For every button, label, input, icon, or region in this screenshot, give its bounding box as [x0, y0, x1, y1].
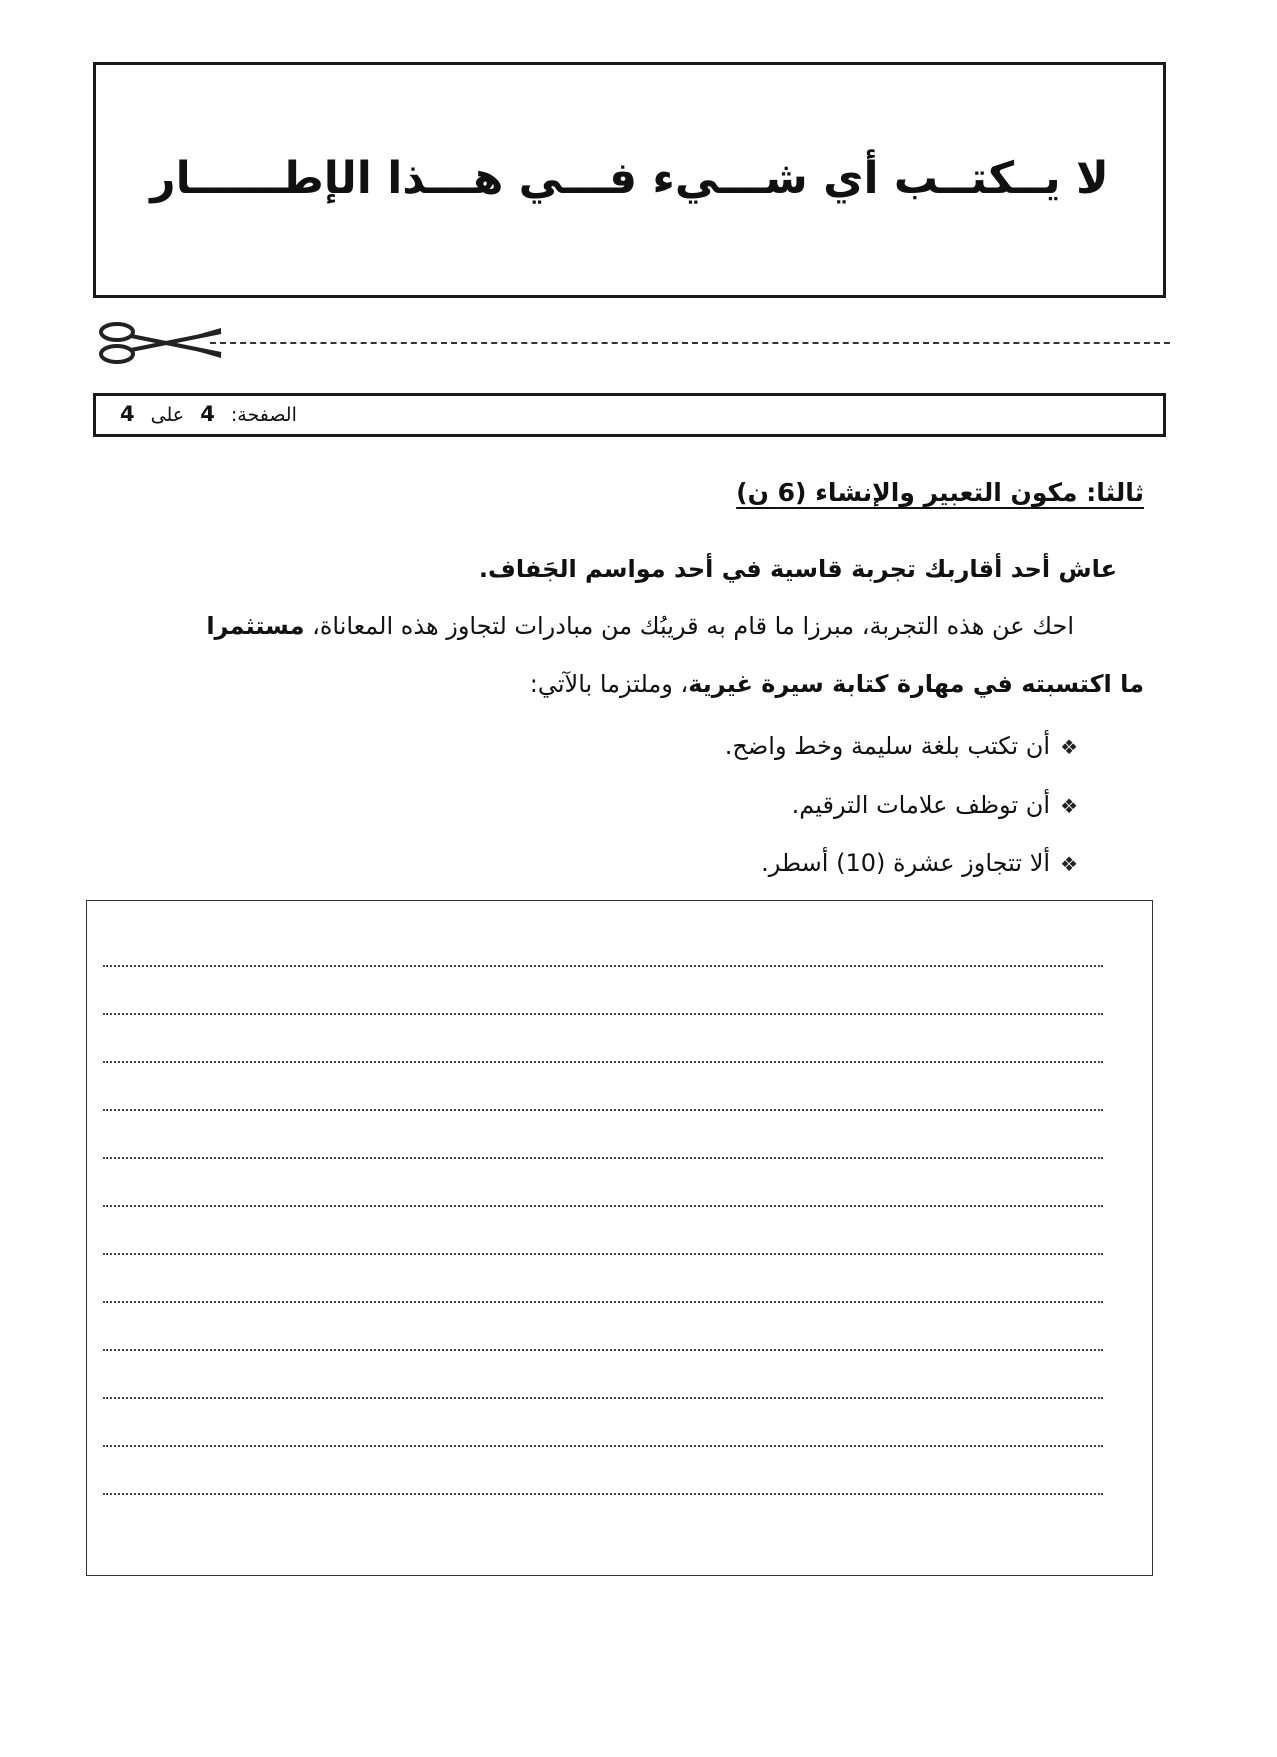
- page-indicator: [110, 402, 297, 426]
- answer-line[interactable]: [103, 1253, 1103, 1255]
- answer-line[interactable]: [103, 1013, 1103, 1015]
- answer-line[interactable]: [103, 1109, 1103, 1111]
- cut-line: [210, 342, 1170, 344]
- instruction-line-2-bold: ما اكتسبته في مهارة كتابة سيرة غيرية: [688, 670, 1144, 698]
- scissors-icon: [95, 320, 225, 366]
- answer-line[interactable]: [103, 1397, 1103, 1399]
- answer-line[interactable]: [103, 1157, 1103, 1159]
- answer-line[interactable]: [103, 1445, 1103, 1447]
- diamond-bullet-icon: ❖: [1060, 735, 1078, 759]
- answer-line[interactable]: [103, 965, 1103, 967]
- page-current: 4: [200, 402, 215, 426]
- answer-line[interactable]: [103, 1061, 1103, 1063]
- prompt-text: عاش أحد أقاربك تجربة قاسية في أحد مواسم الجَفاف.: [478, 555, 1117, 583]
- requirement-text: أن توظف علامات الترقيم.: [791, 791, 1051, 819]
- instruction-line-2-text: ، وملتزما بالآتي:: [529, 670, 689, 698]
- answer-line[interactable]: [103, 1349, 1103, 1351]
- requirement-item: [792, 791, 1078, 819]
- instruction-line-2: [530, 670, 1144, 698]
- page-label: الصفحة:: [230, 404, 297, 426]
- instruction-line-1-bold: مستثمرا: [206, 612, 305, 640]
- instruction-line-1-text: احك عن هذه التجربة، مبرزا ما قام به قريبُك من مبادرات لتجاوز هذه المعاناة،: [312, 612, 1074, 640]
- answer-box[interactable]: [86, 900, 1153, 1576]
- requirement-text: ألا تتجاوز عشرة (10) أسطر.: [761, 849, 1051, 877]
- diamond-bullet-icon: ❖: [1060, 852, 1078, 876]
- answer-line[interactable]: [103, 1205, 1103, 1207]
- no-write-frame: [93, 62, 1166, 298]
- page-of: على: [150, 404, 185, 426]
- requirement-item: [725, 732, 1078, 760]
- requirement-text: أن تكتب بلغة سليمة وخط واضح.: [724, 732, 1051, 760]
- requirement-item: [761, 849, 1078, 877]
- answer-line[interactable]: [103, 1493, 1103, 1495]
- instruction-line-1: [206, 612, 1074, 640]
- page-total: 4: [120, 402, 135, 426]
- answer-line[interactable]: [103, 1301, 1103, 1303]
- section-title: ثالثا: مكون التعبير والإنشاء (6 ن): [736, 478, 1144, 507]
- diamond-bullet-icon: ❖: [1060, 794, 1078, 818]
- page-indicator-frame: [93, 393, 1166, 437]
- no-write-banner-text: لا يــكتــب أي شـــيء فـــي هـــذا الإطــــــار: [150, 153, 1109, 204]
